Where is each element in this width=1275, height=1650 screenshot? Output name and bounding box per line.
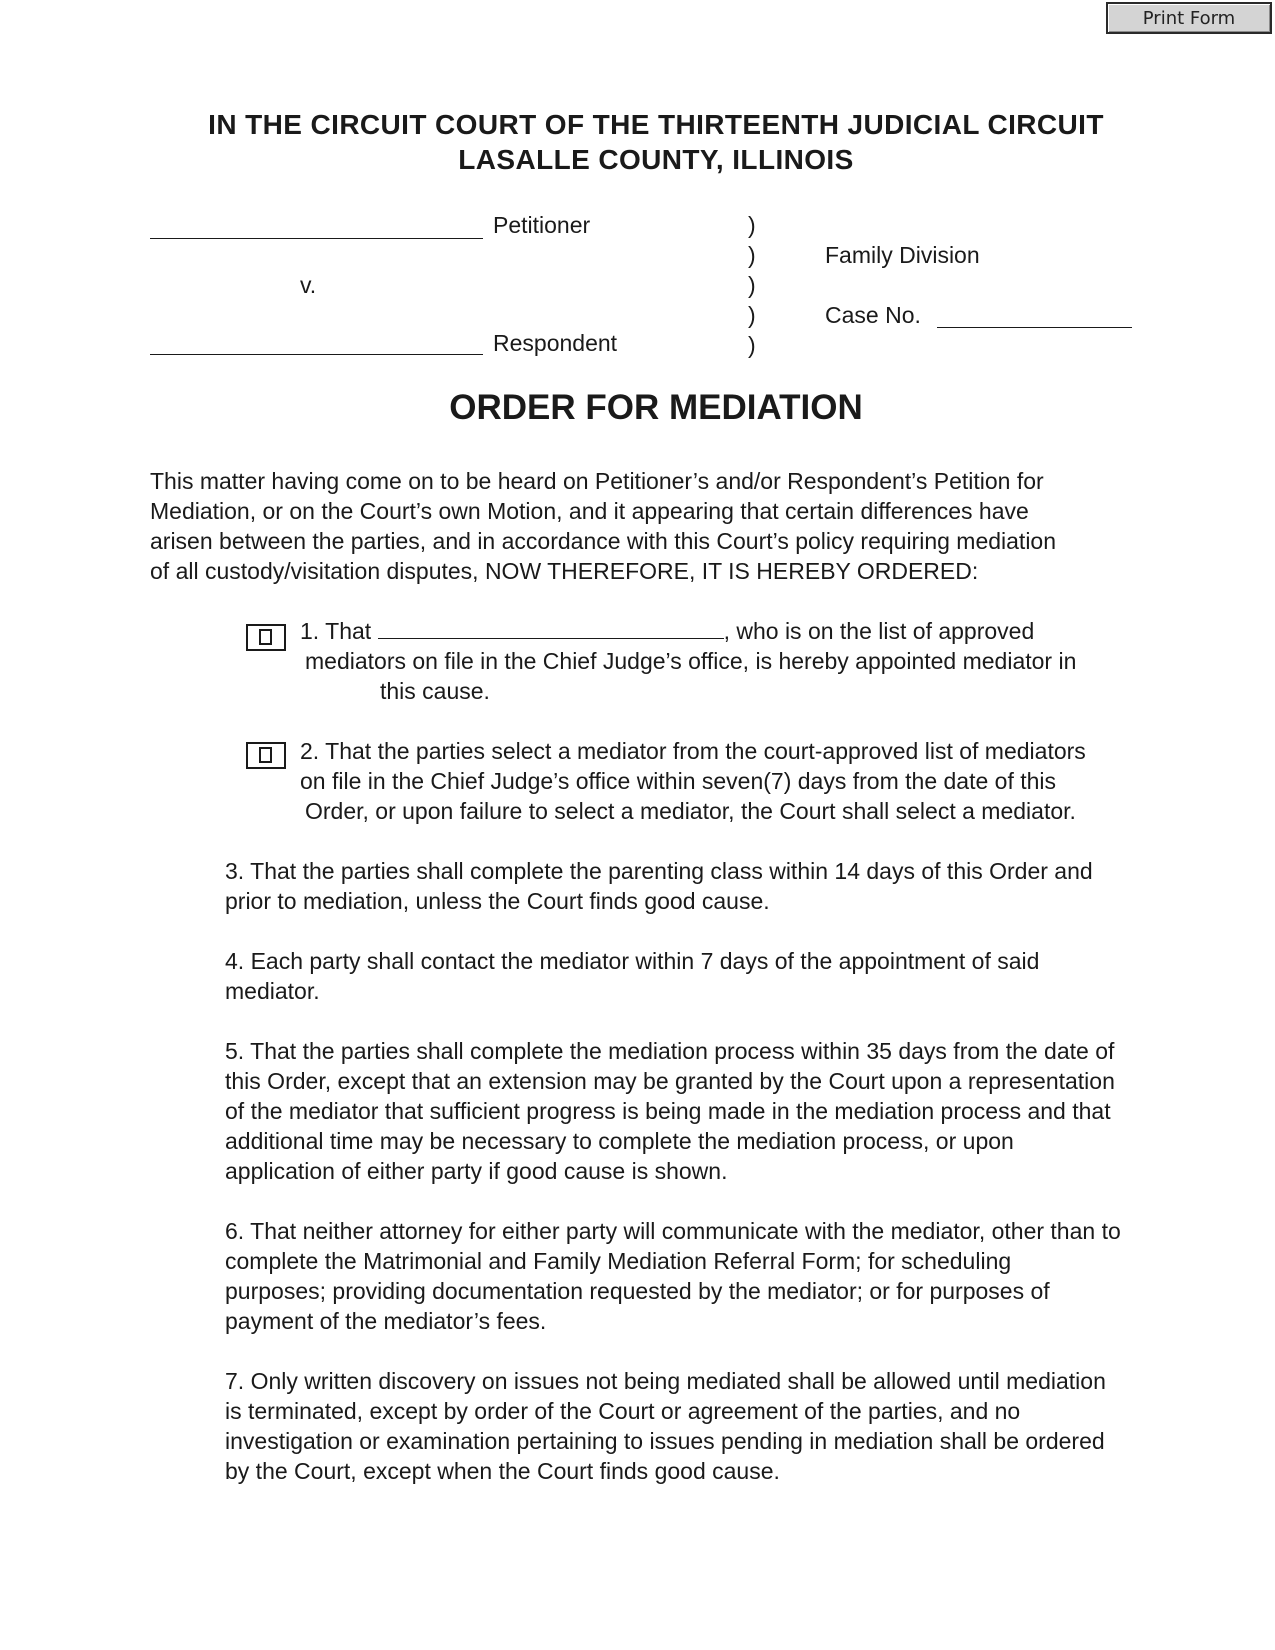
respondent-name-line[interactable] [150,354,483,355]
document-title: ORDER FOR MEDIATION [449,388,863,427]
caption-paren: ) [748,302,756,328]
item4-line: mediator. [225,978,320,1004]
mediator-name-line[interactable] [378,637,724,639]
item1-line: this cause. [380,678,490,704]
division-label: Family Division [825,242,980,268]
intro-line: Mediation, or on the Court’s own Motion, and it appearing that certain differences have [150,498,1029,524]
intro-line: arisen between the parties, and in accordance with this Court’s policy requiring mediation [150,528,1057,554]
item6-line: purposes; providing documentation requested by the mediator; or for purposes of [225,1278,1050,1304]
item5-line: additional time may be necessary to complete the mediation process, or upon [225,1128,1014,1154]
item1-line: 1. That , who is on the list of approved [300,618,1035,644]
item7-line: 7. Only written discovery on issues not being mediated shall be allowed until mediation [225,1368,1106,1394]
case-number-label: Case No. [825,302,921,328]
intro-line: of all custody/visitation disputes, NOW THEREFORE, IT IS HEREBY ORDERED: [150,558,979,584]
item4-paragraph [225,946,1039,1006]
item5-line: of the mediator that sufficient progress is being made in the mediation process and that [225,1098,1111,1124]
item2-checkbox[interactable] [246,742,286,769]
court-county: LASALLE COUNTY, ILLINOIS [458,144,854,175]
item1-line: mediators on file in the Chief Judge’s office, is hereby appointed mediator in [305,648,1077,674]
item6-paragraph [225,1216,1121,1336]
item1-checkbox[interactable] [246,624,286,651]
print-form-button[interactable]: Print Form [1106,2,1272,34]
item3-paragraph [225,856,1093,916]
item3-line: prior to mediation, unless the Court finds good cause. [225,888,770,914]
item3-line: 3. That the parties shall complete the parenting class within 14 days of this Order and [225,858,1093,884]
court-name: IN THE CIRCUIT COURT OF THE THIRTEENTH JUDICIAL CIRCUIT [208,109,1104,140]
petitioner-label: Petitioner [493,212,591,238]
item6-line: complete the Matrimonial and Family Mediation Referral Form; for scheduling [225,1248,1012,1274]
item6-line: payment of the mediator’s fees. [225,1308,547,1334]
item4-line: 4. Each party shall contact the mediator within 7 days of the appointment of said [225,948,1040,974]
item2-line: on file in the Chief Judge’s office within seven(7) days from the date of this [300,768,1057,794]
item6-line: 6. That neither attorney for either party will communicate with the mediator, other than to [225,1218,1121,1244]
item7-line: investigation or examination pertaining to issues pending in mediation shall be ordered [225,1428,1105,1454]
item5-line: this Order, except that an extension may be granted by the Court upon a representation [225,1068,1115,1094]
item7-line: is terminated, except by order of the Court or agreement of the parties, and no [225,1398,1021,1424]
item5-line: application of either party if good cause is shown. [225,1158,728,1184]
item2-line: Order, or upon failure to select a mediator, the Court shall select a mediator. [305,798,1076,824]
item5-paragraph [225,1036,1115,1186]
caption-paren: ) [748,272,756,298]
caption-paren: ) [748,332,756,358]
caption-paren: ) [748,212,756,238]
item5-line: 5. That the parties shall complete the mediation process within 35 days from the date of [225,1038,1115,1064]
respondent-label: Respondent [493,330,618,356]
item2-line: 2. That the parties select a mediator from the court-approved list of mediators [300,738,1086,764]
case-number-line[interactable] [937,327,1132,328]
intro-line: This matter having come on to be heard on Petitioner’s and/or Respondent’s Petition for [150,468,1044,494]
petitioner-name-line[interactable] [150,238,483,239]
versus-label: v. [300,272,317,298]
caption-paren: ) [748,242,756,268]
item7-line: by the Court, except when the Court finds good cause. [225,1458,780,1484]
intro-paragraph [150,466,1056,586]
item7-paragraph [225,1366,1106,1486]
